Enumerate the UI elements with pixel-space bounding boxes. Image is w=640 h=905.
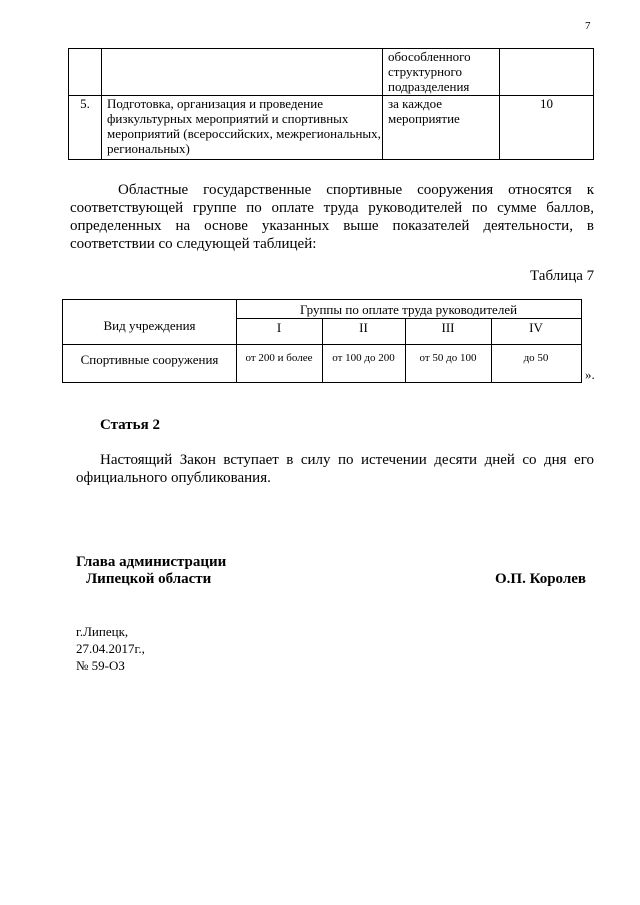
column-header-institution-type: Вид учреждения xyxy=(103,318,196,333)
row-label: Спортивные сооружения xyxy=(80,352,219,367)
body-paragraph: Областные государственные спортивные сооружения относятся к соответствующей группе по оплате труда руководителей по сумме баллов, определенных на основе указанных выше показателей деятельности, в соответствии со следующей таблицей: xyxy=(70,182,594,252)
group-header-2: II xyxy=(359,320,368,335)
meta-date: 27.04.2017г., xyxy=(76,641,145,656)
criteria-table xyxy=(68,48,594,160)
table-row xyxy=(69,96,594,160)
group-value-2: от 100 до 200 xyxy=(332,352,395,364)
activity-cell xyxy=(102,49,383,96)
signatory-title-line2: Липецкой области xyxy=(86,571,212,587)
groups-table xyxy=(62,299,582,383)
row-number: 5. xyxy=(69,96,102,160)
unit-cell: за каждое мероприятие xyxy=(383,96,500,160)
page-number: 7 xyxy=(585,20,591,32)
article-heading: Статья 2 xyxy=(100,417,160,433)
unit-cell: обособленного структурного подразделения xyxy=(383,49,500,96)
group-value-1: от 200 и более xyxy=(245,352,313,364)
group-header: Группы по оплате труда руководителей xyxy=(299,302,518,317)
document-meta xyxy=(76,623,145,674)
table-row xyxy=(69,49,594,96)
signatory-title-line1: Глава администрации xyxy=(76,554,227,570)
meta-number: № 59-ОЗ xyxy=(76,658,125,673)
signatory-name: О.П. Королев xyxy=(495,571,587,587)
group-header-1: I xyxy=(276,320,282,335)
group-header-3: III xyxy=(441,320,455,335)
group-value-4: до 50 xyxy=(523,352,549,364)
row-number xyxy=(69,49,102,96)
body-paragraph: Настоящий Закон вступает в силу по истечении десяти дней со дня его официального опубликования. xyxy=(76,452,594,486)
meta-place: г.Липецк, xyxy=(76,624,129,639)
activity-cell: Подготовка, организация и проведение физкультурных мероприятий и спортивных мероприятий (всероссийских, межрегиональных, региональных) xyxy=(102,96,383,160)
points-cell: 10 xyxy=(500,96,594,160)
group-header-4: IV xyxy=(529,320,543,335)
group-value-3: от 50 до 100 xyxy=(419,352,477,364)
closing-quote: ». xyxy=(585,367,595,382)
table-caption: Таблица 7 xyxy=(530,268,595,284)
points-cell xyxy=(500,49,594,96)
